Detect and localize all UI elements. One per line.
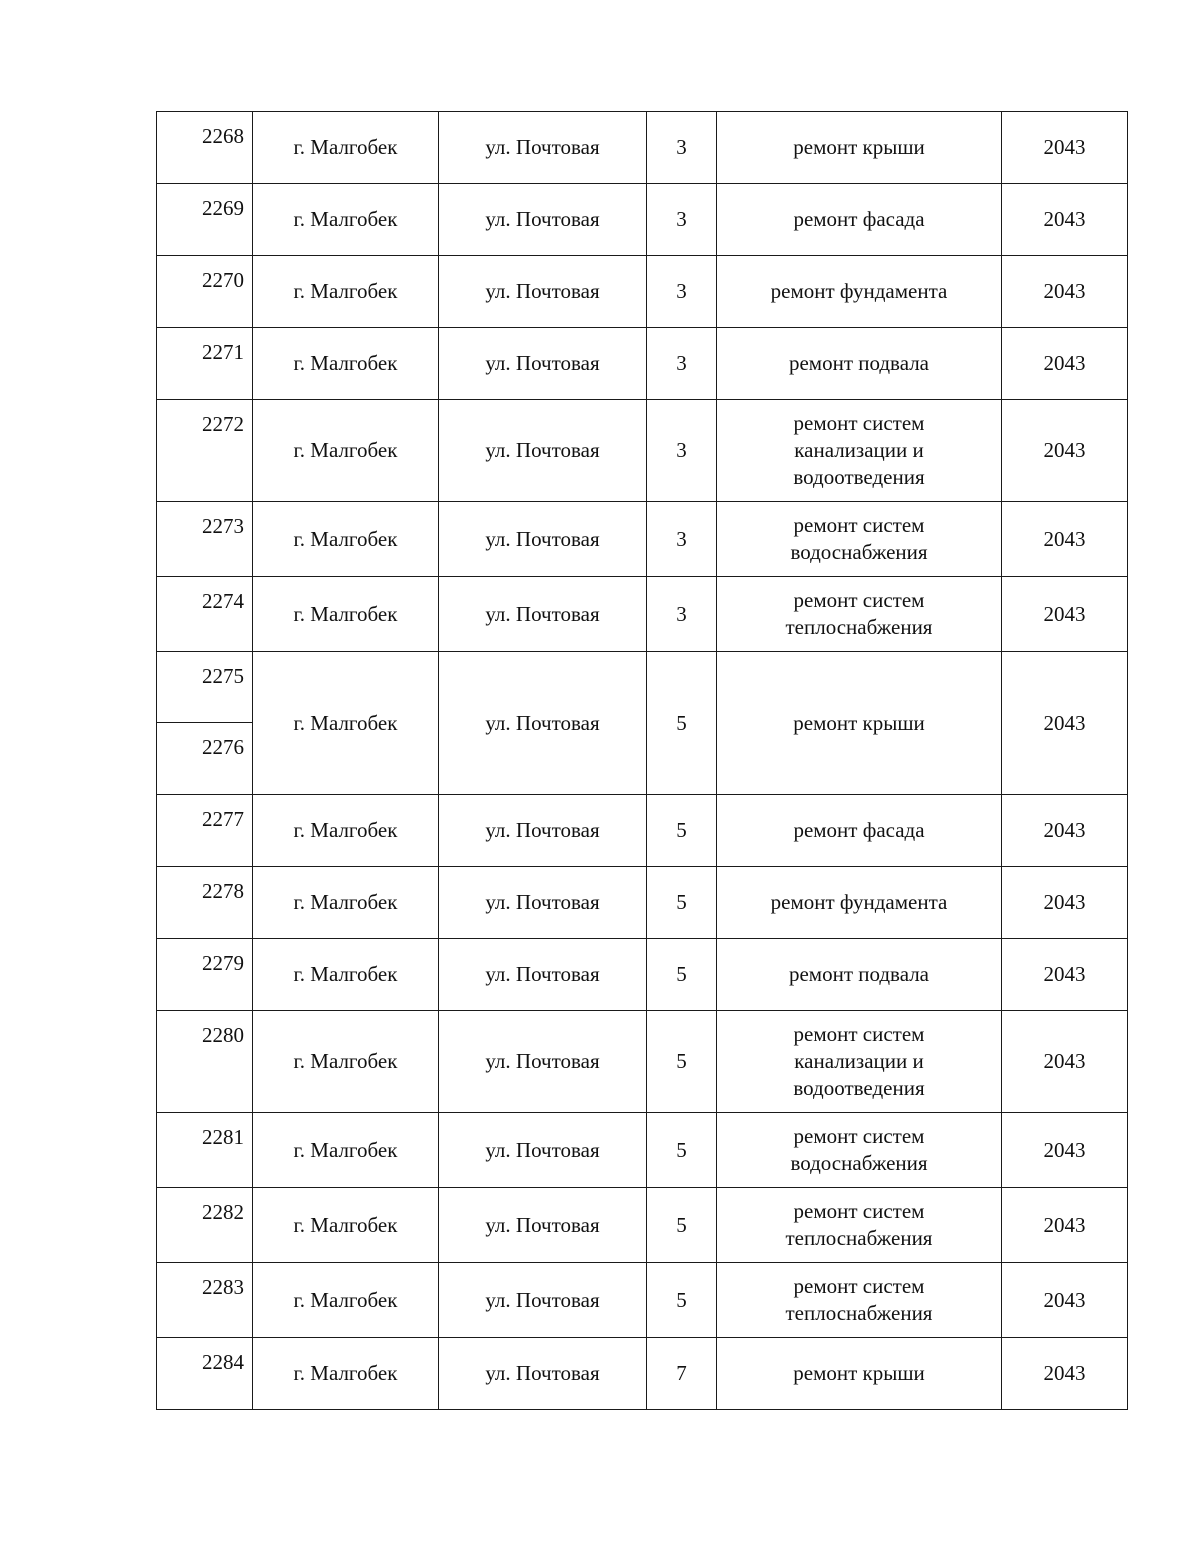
city-cell: г. Малгобек [253,1011,439,1113]
row-number: 2281 [157,1113,253,1188]
work-type-cell [717,1338,1002,1410]
table-row [157,184,1128,256]
row-number: 2277 [157,795,253,867]
work-type-line: ремонт крыши [793,1361,925,1385]
row-number: 2270 [157,256,253,328]
work-type-line: канализации и [794,438,924,462]
work-type-cell [717,795,1002,867]
row-number: 2276 [202,735,244,759]
work-type-line: ремонт систем [793,411,925,435]
house-number-cell: 5 [647,867,717,939]
city-cell: г. Малгобек [253,400,439,502]
year-cell: 2043 [1002,1113,1128,1188]
street-cell: ул. Почтовая [439,328,647,400]
house-number-cell: 3 [647,577,717,652]
street-cell: ул. Почтовая [439,939,647,1011]
work-type-line: теплоснабжения [785,615,933,639]
house-number-cell: 5 [647,1011,717,1113]
work-type-cell [717,400,1002,502]
city-cell: г. Малгобек [253,1113,439,1188]
work-type-cell [717,1188,1002,1263]
work-type-cell [717,112,1002,184]
city-cell: г. Малгобек [253,256,439,328]
city-cell: г. Малгобек [253,577,439,652]
street-cell: ул. Почтовая [439,867,647,939]
table-row [157,256,1128,328]
work-type-line: водоснабжения [790,1151,928,1175]
table-row [157,1113,1128,1188]
row-number: 2272 [157,400,253,502]
city-cell: г. Малгобек [253,939,439,1011]
work-type-cell [717,184,1002,256]
year-cell: 2043 [1002,577,1128,652]
work-type-cell [717,328,1002,400]
street-cell: ул. Почтовая [439,1263,647,1338]
table-row [157,1338,1128,1410]
row-number: 2268 [157,112,253,184]
street-cell: ул. Почтовая [439,795,647,867]
table-row [157,112,1128,184]
city-cell: г. Малгобек [253,1188,439,1263]
year-cell: 2043 [1002,939,1128,1011]
row-number: 2273 [157,502,253,577]
work-type-line: ремонт крыши [793,710,925,735]
city-cell: г. Малгобек [253,1338,439,1410]
row-number: 2282 [157,1188,253,1263]
table-body [157,112,1128,1410]
house-number-cell: 5 [647,795,717,867]
work-type-line: ремонт фасада [793,207,925,231]
row-number: 2275 [157,652,252,723]
table-row [157,1263,1128,1338]
row-number: 2280 [157,1011,253,1113]
city-cell: г. Малгобек [253,112,439,184]
year-cell: 2043 [1002,652,1128,795]
house-number-cell: 5 [647,1113,717,1188]
table-row [157,577,1128,652]
house-number-cell: 3 [647,502,717,577]
year-cell: 2043 [1002,400,1128,502]
city-cell: г. Малгобек [253,328,439,400]
year-cell: 2043 [1002,1011,1128,1113]
street-cell: ул. Почтовая [439,1113,647,1188]
house-number-cell: 7 [647,1338,717,1410]
work-type-line: ремонт систем [793,1199,925,1223]
year-cell: 2043 [1002,112,1128,184]
work-type-cell [717,652,1002,795]
work-type-line: теплоснабжения [785,1301,933,1325]
city-cell: г. Малгобек [253,652,439,795]
street-cell: ул. Почтовая [439,400,647,502]
work-type-line: ремонт подвала [788,962,930,986]
table-row [157,1011,1128,1113]
street-cell: ул. Почтовая [439,577,647,652]
row-number: 2274 [157,577,253,652]
year-cell: 2043 [1002,502,1128,577]
table-row [157,795,1128,867]
work-type-cell [717,867,1002,939]
city-cell: г. Малгобек [253,867,439,939]
year-cell: 2043 [1002,867,1128,939]
house-number-cell: 5 [647,1263,717,1338]
work-type-line: канализации и [794,1049,924,1073]
row-number-cell-split [157,652,253,795]
table-row [157,1188,1128,1263]
work-type-line: водоотведения [793,465,925,489]
work-type-line: ремонт крыши [793,135,925,159]
work-type-line: ремонт фундамента [770,279,948,303]
house-number-cell: 3 [647,112,717,184]
work-type-line: теплоснабжения [785,1226,933,1250]
work-type-line: ремонт систем [793,513,925,537]
work-type-line: ремонт систем [793,1274,925,1298]
table-row [157,939,1128,1011]
work-type-line: водоснабжения [790,540,928,564]
city-cell: г. Малгобек [253,795,439,867]
work-type-cell [717,502,1002,577]
year-cell: 2043 [1002,184,1128,256]
row-number: 2269 [157,184,253,256]
year-cell: 2043 [1002,1263,1128,1338]
city-cell: г. Малгобек [253,1263,439,1338]
work-type-cell [717,1011,1002,1113]
work-type-line: ремонт систем [793,1124,925,1148]
table-row [157,400,1128,502]
street-cell: ул. Почтовая [439,256,647,328]
work-type-line: ремонт систем [793,1022,925,1046]
street-cell: ул. Почтовая [439,1011,647,1113]
city-cell: г. Малгобек [253,184,439,256]
year-cell: 2043 [1002,1188,1128,1263]
work-type-cell [717,1263,1002,1338]
street-cell: ул. Почтовая [439,502,647,577]
house-number-cell: 3 [647,328,717,400]
street-cell: ул. Почтовая [439,652,647,795]
work-type-cell [717,1113,1002,1188]
row-number: 2278 [157,867,253,939]
house-number-cell: 3 [647,256,717,328]
work-type-cell [717,939,1002,1011]
work-type-cell [717,577,1002,652]
work-type-line: ремонт систем [793,588,925,612]
table-row [157,328,1128,400]
repair-schedule-table [156,111,1128,1410]
row-number: 2279 [157,939,253,1011]
year-cell: 2043 [1002,795,1128,867]
street-cell: ул. Почтовая [439,184,647,256]
city-cell: г. Малгобек [253,502,439,577]
street-cell: ул. Почтовая [439,1188,647,1263]
table-row [157,502,1128,577]
row-number: 2284 [157,1338,253,1410]
work-type-line: ремонт фасада [793,818,925,842]
street-cell: ул. Почтовая [439,1338,647,1410]
table-row [157,652,1128,795]
house-number-cell: 3 [647,184,717,256]
row-number: 2283 [157,1263,253,1338]
work-type-cell [717,256,1002,328]
year-cell: 2043 [1002,1338,1128,1410]
house-number-cell: 3 [647,400,717,502]
street-cell: ул. Почтовая [439,112,647,184]
work-type-line: водоотведения [793,1076,925,1100]
work-type-line: ремонт подвала [788,351,930,375]
year-cell: 2043 [1002,328,1128,400]
house-number-cell: 5 [647,1188,717,1263]
house-number-cell: 5 [647,939,717,1011]
year-cell: 2043 [1002,256,1128,328]
row-number: 2271 [157,328,253,400]
table-row [157,867,1128,939]
work-type-line: ремонт фундамента [770,890,948,914]
house-number-cell: 5 [647,652,717,795]
